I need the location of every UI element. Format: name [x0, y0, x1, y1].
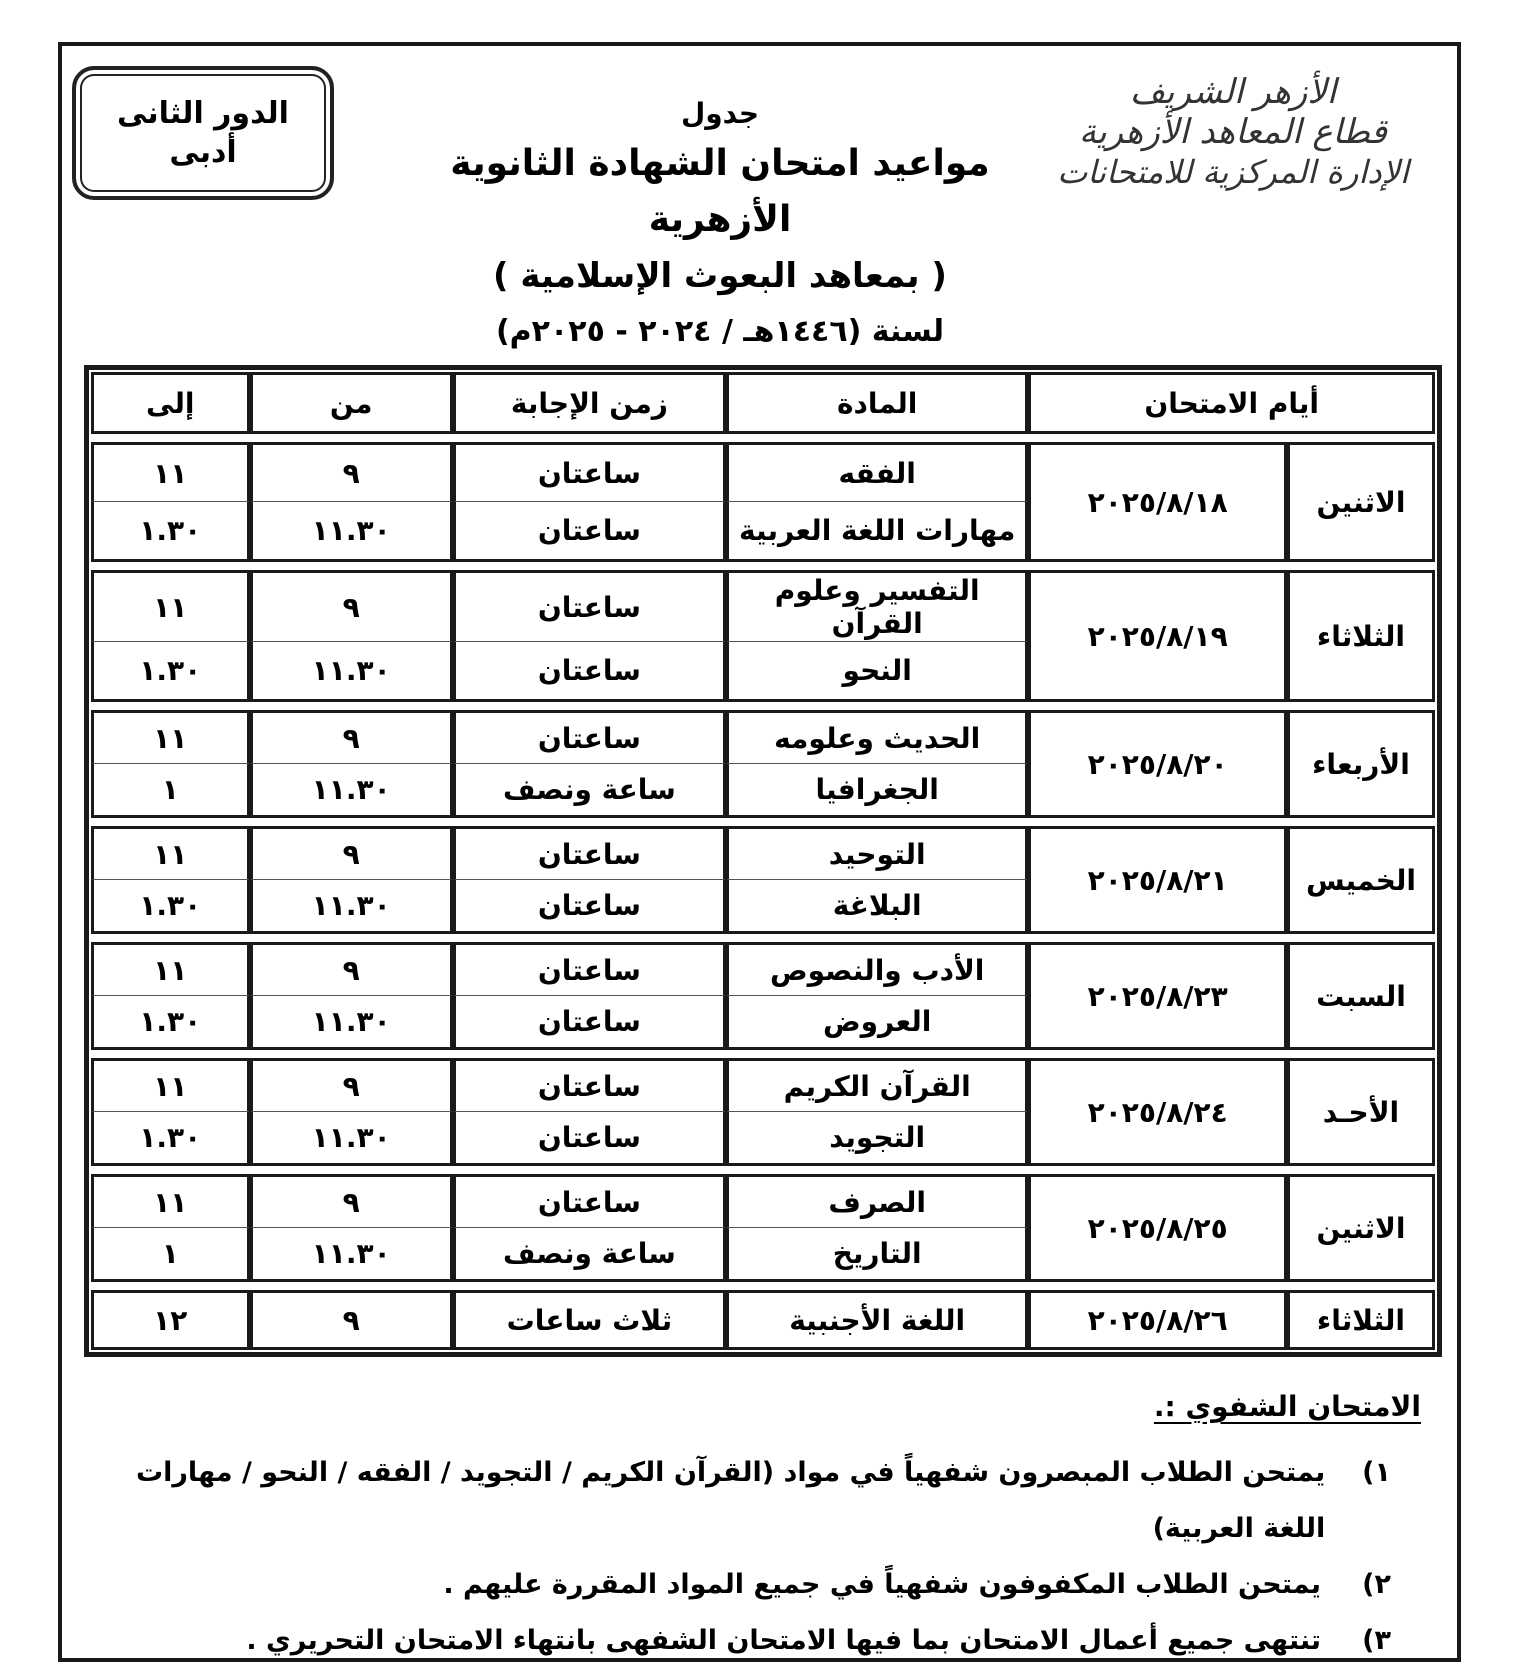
note-item [101, 1557, 1421, 1613]
exam-day: الاثنين [1287, 1174, 1435, 1282]
exam-date: ٢٠٢٥/٨/٢١ [1028, 826, 1287, 934]
schedule-row [91, 1174, 1435, 1228]
group-separator [91, 818, 1435, 826]
end-time-cell: ١.٣٠ [91, 880, 250, 934]
group-separator [91, 1050, 1435, 1058]
start-time-cell: ٩ [250, 1174, 453, 1228]
start-time-cell: ٩ [250, 442, 453, 502]
group-separator [91, 934, 1435, 942]
duration-cell: ساعتان [453, 570, 726, 642]
logo-line-2: قطاع المعاهد الأزهرية [1078, 112, 1388, 152]
exam-day: الأحـد [1287, 1058, 1435, 1166]
start-time-cell: ١١.٣٠ [250, 880, 453, 934]
end-time-cell: ١١ [91, 442, 250, 502]
subject-cell: الحديث وعلومه [726, 710, 1028, 764]
note-text: تنتهى جميع أعمال الامتحان بما فيها الامتحان الشفهى بانتهاء الامتحان التحريري . [246, 1625, 1321, 1656]
duration-cell: ساعتان [453, 502, 726, 562]
exam-date: ٢٠٢٥/٨/١٩ [1028, 570, 1287, 702]
note-text: يمتحن الطلاب المكفوفون شفهياً في جميع المواد المقررة عليهم . [443, 1569, 1321, 1600]
duration-cell: ساعتان [453, 996, 726, 1050]
logo-line-1: الأزهر الشريف [1129, 72, 1337, 112]
exam-date: ٢٠٢٥/٨/٢٦ [1028, 1290, 1287, 1350]
end-time-cell: ١ [91, 764, 250, 818]
duration-cell: ثلاث ساعات [453, 1290, 726, 1350]
header-row [91, 372, 1435, 434]
page-heading [400, 92, 1040, 360]
duration-cell: ساعتان [453, 942, 726, 996]
end-time-cell: ١٢ [91, 1290, 250, 1350]
note-text: يمتحن الطلاب المبصرون شفهياً في مواد (القرآن الكريم / التجويد / الفقه / النحو / مهارات اللغة العربية) [136, 1457, 1326, 1544]
end-time-cell: ١١ [91, 1058, 250, 1112]
end-time-cell: ١١ [91, 942, 250, 996]
exam-day: الاثنين [1287, 442, 1435, 562]
exam-day: الثلاثاء [1287, 570, 1435, 702]
note-item [101, 1613, 1421, 1669]
start-time-cell: ١١.٣٠ [250, 642, 453, 702]
header-days: أيام الامتحان [1028, 372, 1435, 434]
start-time-cell: ٩ [250, 1290, 453, 1350]
schedule-row [91, 826, 1435, 880]
group-separator [91, 434, 1435, 442]
exam-date: ٢٠٢٥/٨/٢٣ [1028, 942, 1287, 1050]
duration-cell: ساعتان [453, 710, 726, 764]
exam-day: الثلاثاء [1287, 1290, 1435, 1350]
duration-cell: ساعة ونصف [453, 764, 726, 818]
badge-track: أدبى [169, 135, 237, 170]
duration-cell: ساعتان [453, 1112, 726, 1166]
schedule-row [91, 1058, 1435, 1112]
end-time-cell: ١.٣٠ [91, 996, 250, 1050]
subject-cell: مهارات اللغة العربية [726, 502, 1028, 562]
subject-cell: الفقه [726, 442, 1028, 502]
exam-day: السبت [1287, 942, 1435, 1050]
note-number: ١) [1362, 1457, 1391, 1488]
subject-cell: التاريخ [726, 1228, 1028, 1282]
end-time-cell: ١١ [91, 570, 250, 642]
page-title: مواعيد امتحان الشهادة الثانوية الأزهرية [450, 143, 990, 240]
exam-day: الخميس [1287, 826, 1435, 934]
heading-label: جدول [680, 97, 760, 130]
duration-cell: ساعة ونصف [453, 1228, 726, 1282]
note-item [101, 1445, 1421, 1557]
oral-exam-notes [101, 1390, 1421, 1669]
duration-cell: ساعتان [453, 442, 726, 502]
duration-cell: ساعتان [453, 642, 726, 702]
note-number: ٢) [1362, 1569, 1391, 1600]
subject-cell: النحو [726, 642, 1028, 702]
schedule-row [91, 710, 1435, 764]
end-time-cell: ١.٣٠ [91, 642, 250, 702]
schedule-row [91, 1290, 1435, 1350]
exam-date: ٢٠٢٥/٨/٢٤ [1028, 1058, 1287, 1166]
subject-cell: التوحيد [726, 826, 1028, 880]
schedule-row [91, 442, 1435, 502]
start-time-cell: ٩ [250, 942, 453, 996]
start-time-cell: ٩ [250, 570, 453, 642]
subject-cell: القرآن الكريم [726, 1058, 1028, 1112]
header-subject: المادة [726, 372, 1028, 434]
duration-cell: ساعتان [453, 1058, 726, 1112]
page-subtitle: ( بمعاهد البعوث الإسلامية ) [493, 256, 947, 296]
exam-date: ٢٠٢٥/٨/٢٠ [1028, 710, 1287, 818]
schedule-table [91, 372, 1435, 1350]
schedule-row [91, 942, 1435, 996]
subject-cell: الجغرافيا [726, 764, 1028, 818]
header-duration: زمن الإجابة [453, 372, 726, 434]
subject-cell: التفسير وعلوم القرآن [726, 570, 1028, 642]
end-time-cell: ١١ [91, 826, 250, 880]
duration-cell: ساعتان [453, 1174, 726, 1228]
group-separator [91, 702, 1435, 710]
header-from: من [250, 372, 453, 434]
notes-title: الامتحان الشفوي :. [1153, 1390, 1421, 1423]
start-time-cell: ١١.٣٠ [250, 1228, 453, 1282]
end-time-cell: ١١ [91, 710, 250, 764]
start-time-cell: ١١.٣٠ [250, 764, 453, 818]
academic-year: لسنة (١٤٤٦هـ / ٢٠٢٤ - ٢٠٢٥م) [495, 314, 945, 349]
azhar-logo [1053, 72, 1413, 192]
subject-cell: التجويد [726, 1112, 1028, 1166]
schedule-row [91, 570, 1435, 642]
end-time-cell: ١١ [91, 1174, 250, 1228]
subject-cell: البلاغة [726, 880, 1028, 934]
subject-cell: الأدب والنصوص [726, 942, 1028, 996]
start-time-cell: ١١.٣٠ [250, 996, 453, 1050]
group-separator [91, 1166, 1435, 1174]
start-time-cell: ٩ [250, 826, 453, 880]
exam-date: ٢٠٢٥/٨/٢٥ [1028, 1174, 1287, 1282]
group-separator [91, 1282, 1435, 1290]
badge-session: الدور الثانى [117, 96, 289, 131]
end-time-cell: ١ [91, 1228, 250, 1282]
end-time-cell: ١.٣٠ [91, 1112, 250, 1166]
logo-line-3: الإدارة المركزية للامتحانات [1057, 153, 1409, 191]
start-time-cell: ١١.٣٠ [250, 1112, 453, 1166]
header-to: إلى [91, 372, 250, 434]
group-separator [91, 562, 1435, 570]
duration-cell: ساعتان [453, 826, 726, 880]
end-time-cell: ١.٣٠ [91, 502, 250, 562]
session-badge [72, 66, 334, 200]
subject-cell: اللغة الأجنبية [726, 1290, 1028, 1350]
duration-cell: ساعتان [453, 880, 726, 934]
exam-day: الأربعاء [1287, 710, 1435, 818]
exam-date: ٢٠٢٥/٨/١٨ [1028, 442, 1287, 562]
start-time-cell: ٩ [250, 710, 453, 764]
schedule-table-frame [84, 365, 1442, 1357]
schedule-body [91, 434, 1435, 1350]
subject-cell: الصرف [726, 1174, 1028, 1228]
note-number: ٣) [1362, 1625, 1391, 1656]
start-time-cell: ٩ [250, 1058, 453, 1112]
start-time-cell: ١١.٣٠ [250, 502, 453, 562]
subject-cell: العروض [726, 996, 1028, 1050]
